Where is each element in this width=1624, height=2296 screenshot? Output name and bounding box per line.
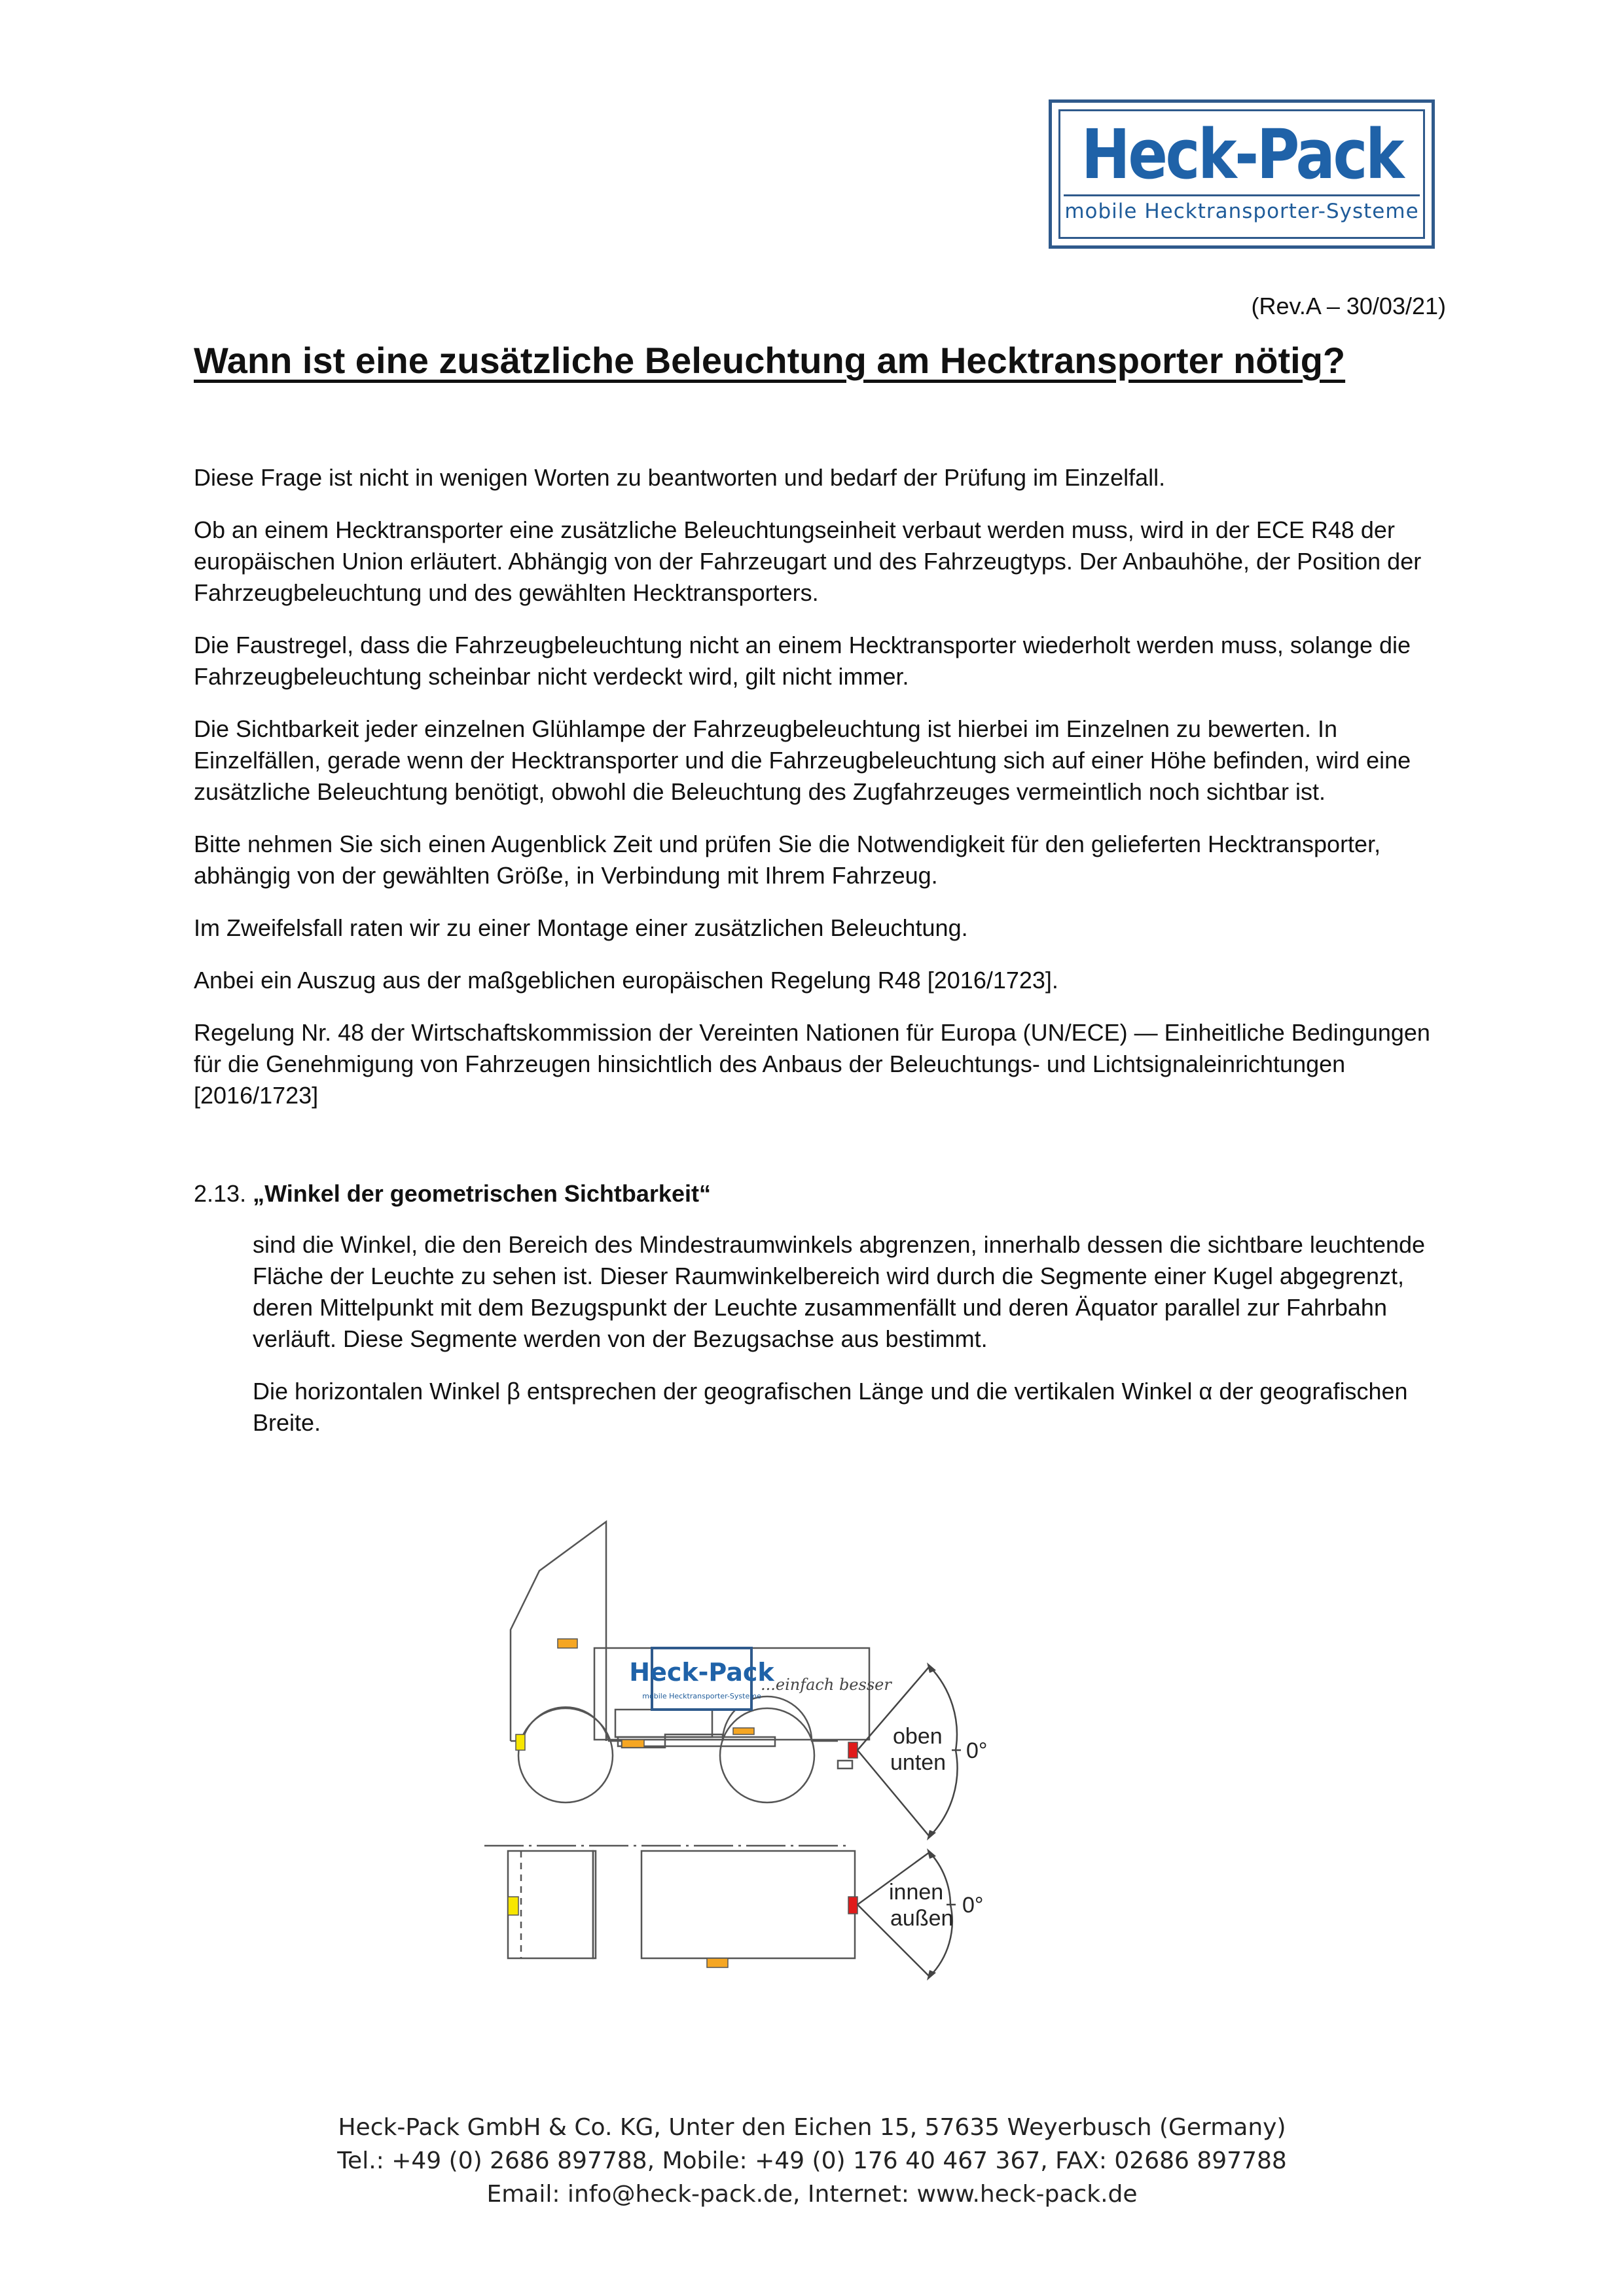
rear-bumper — [838, 1761, 852, 1768]
side-marker-lamp — [622, 1740, 644, 1748]
cargo-logo — [629, 1648, 892, 1710]
revision-label: (Rev.A – 30/03/21) — [1251, 293, 1446, 319]
rear-tail-lamp — [848, 1742, 857, 1758]
section-number: 2.13. — [194, 1180, 247, 1207]
top-tail-lamp — [848, 1897, 857, 1914]
footer-contact: Email: info@heck-pack.de, Internet: www.heck-pack.de — [486, 2181, 1138, 2208]
side-label-unten: unten — [890, 1750, 947, 1775]
paragraph: Diese Frage ist nicht in wenigen Worten zu beantworten und bedarf der Prüfung im Einzelfall. — [194, 464, 1166, 491]
paragraph: Ob an einem Hecktransporter eine zusätzliche Beleuchtungseinheit verbaut werden muss, wird in der ECE R48 der europäischen Union erläutert. Abhängig von der Fahrzeugart und des Fahrzeugtyps. Der Anbauhöhe, der Position der Fahrzeugbeleuchtung und des gewählten Hecktransporters. — [194, 516, 1422, 606]
company-logo — [1049, 99, 1435, 249]
logo-name: Heck-Pack — [1081, 115, 1403, 194]
visibility-angle-diagram — [484, 1499, 1191, 2022]
front-side-lamp — [516, 1734, 525, 1750]
front-wheel — [518, 1708, 613, 1803]
cargo-logo-sub: mobile Hecktransporter-Systeme — [642, 1692, 761, 1700]
roof-marker-lamp — [558, 1639, 577, 1648]
paragraph: Die Sichtbarkeit jeder einzelnen Glühlampe der Fahrzeugbeleuchtung ist hierbei im Einzelnen zu bewerten. In Einzelfällen, gerade wenn der Hecktransporter und die Fahrzeugbeleuchtung sich auf einer Höhe befinden, wird eine zusätzliche Beleuchtung benötigt, obwohl die Beleuchtung des Zugfahrzeuges vermeintlich noch sichtbar ist. — [194, 715, 1411, 805]
cargo-logo-name: Heck-Pack — [629, 1658, 774, 1687]
rear-wheel — [720, 1708, 814, 1803]
page-footer — [0, 2111, 1624, 2211]
logo-divider — [1064, 194, 1420, 196]
top-label-angle: 0° — [962, 1893, 984, 1918]
footer-phone: Tel.: +49 (0) 2686 897788, Mobile: +49 (0) 176 40 467 367, FAX: 02686 897788 — [337, 2147, 1287, 2174]
side-box — [615, 1710, 712, 1737]
side-marker-lamp-2 — [733, 1728, 754, 1734]
top-label-innen: innen — [889, 1880, 944, 1905]
top-cab-gap — [593, 1851, 596, 1958]
top-side-marker-lamp — [707, 1958, 728, 1967]
top-front-lamp — [508, 1897, 518, 1915]
paragraph: Bitte nehmen Sie sich einen Augenblick Zeit und prüfen Sie die Notwendigkeit für den gelieferten Hecktransporter, abhängig von der gewählten Größe, in Verbindung mit Ihrem Fahrzeug. — [194, 831, 1381, 889]
paragraph: Regelung Nr. 48 der Wirtschaftskommission der Vereinten Nationen für Europa (UN/ECE) — Einheitliche Bedingungen für die Genehmigung von Fahrzeugen hinsichtlich des Anbaus der Beleuchtungs- und Lichtsignaleinrichtungen [2016/1723] — [194, 1019, 1430, 1109]
paragraph: Anbei ein Auszug aus der maßgeblichen europäischen Regelung R48 [2016/1723]. — [194, 967, 1058, 994]
cargo-logo-slogan: ...einfach besser — [761, 1676, 892, 1694]
side-label-oben: oben — [893, 1724, 943, 1749]
diagram-svg — [484, 1499, 1191, 2022]
paragraph: Die Faustregel, dass die Fahrzeugbeleuchtung nicht an einem Hecktransporter wiederholt werden muss, solange die Fahrzeugbeleuchtung scheinbar nicht verdeckt wird, gilt nicht immer. — [194, 632, 1411, 690]
section-heading — [194, 1178, 711, 1210]
top-label-aussen: außen — [890, 1906, 954, 1931]
paragraph: Im Zweifelsfall raten wir zu einer Montage einer zusätzlichen Beleuchtung. — [194, 914, 968, 941]
side-label-angle: 0° — [966, 1738, 988, 1763]
page-title: Wann ist eine zusätzliche Beleuchtung am Hecktransporter nötig? — [194, 340, 1346, 381]
logo-tagline: mobile Hecktransporter-Systeme — [1064, 200, 1419, 223]
top-cargo-box — [641, 1851, 855, 1958]
section-body — [253, 1229, 1437, 1460]
body-text — [194, 462, 1437, 1132]
section-title: „Winkel der geometrischen Sichtbarkeit“ — [253, 1180, 711, 1207]
footer-address: Heck-Pack GmbH & Co. KG, Unter den Eichen 15, 57635 Weyerbusch (Germany) — [338, 2114, 1286, 2141]
truck-top-view — [484, 1846, 855, 1958]
section-paragraph: Die horizontalen Winkel β entsprechen der geografischen Länge und die vertikalen Winkel α der geografischen Breite. — [253, 1378, 1408, 1436]
section-paragraph: sind die Winkel, die den Bereich des Mindestraumwinkels abgrenzen, innerhalb dessen die sichtbare leuchtende Fläche der Leuchte zu sehen ist. Dieser Raumwinkelbereich wird durch die Segmente einer Kugel abgegrenzt, deren Mittelpunkt mit dem Bezugspunkt der Leuchte zusammenfällt und deren Äquator parallel zur Fahrbahn verläuft. Diese Segmente werden von der Bezugsachse aus bestimmt. — [253, 1231, 1426, 1352]
